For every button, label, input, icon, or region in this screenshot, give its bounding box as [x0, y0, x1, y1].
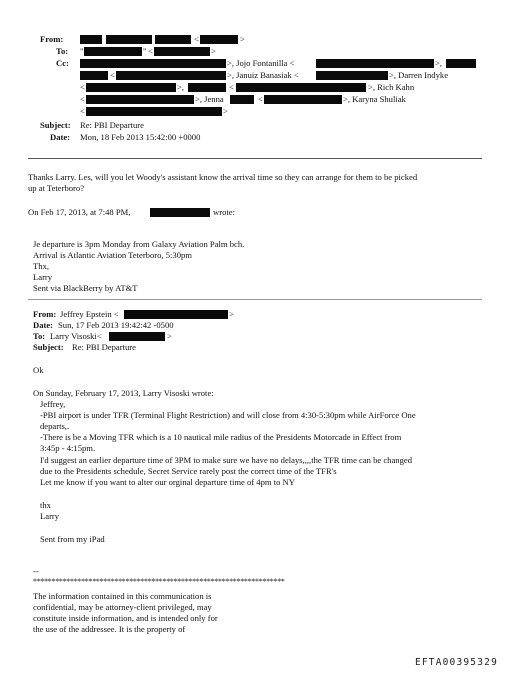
redaction: [124, 310, 228, 319]
to-label: To:: [56, 46, 69, 56]
redaction: [86, 83, 176, 92]
body-line: Thanks Larry. Les, will you let Woody's assistant know the arrival time so they can arrange for them to be picked: [28, 172, 418, 182]
redaction: [200, 35, 238, 44]
redaction: [236, 83, 366, 92]
fwd-subject-label: Subject:: [33, 342, 64, 352]
date-label: Date:: [50, 132, 71, 142]
cc-rich: >, Rich Kahn: [368, 82, 415, 92]
to-lt: <: [148, 46, 153, 56]
disclaimer-line: constitute inside information, and is intended only for: [33, 613, 218, 623]
redaction: [264, 95, 342, 104]
redaction: [154, 47, 210, 56]
redaction: [84, 47, 142, 56]
disclaimer-line: the use of the addressee. It is the property of: [33, 624, 186, 634]
date-value: Mon, 18 Feb 2013 15:42:00 +0000: [80, 132, 201, 142]
from-gt: >: [240, 34, 245, 44]
sig-dashes: --: [33, 566, 39, 576]
quoted-line: Larry: [33, 272, 53, 282]
cc-jojo: >, Jojo Fontanilla <: [227, 58, 295, 68]
cc-lt-4: <: [80, 94, 85, 104]
to-gt: >: [211, 46, 216, 56]
nested-line: Let me know if you want to alter our orginal departure time of 4pm to NY: [40, 477, 295, 487]
reply-ok: Ok: [33, 365, 44, 375]
nested-thx: thx: [40, 500, 51, 510]
quote-divider: [28, 299, 482, 300]
quoted-line: Thx,: [33, 261, 49, 271]
nested-line: departs,.: [40, 421, 70, 431]
cc-lt-3: <: [229, 82, 234, 92]
cc-darren: >, Darren Indyke: [389, 70, 449, 80]
nested-line: -There is be a Moving TFR which is a 10 nautical mile radius of the Presidents Motorcade in Effect from: [40, 432, 402, 442]
redaction: [188, 83, 226, 92]
cc-karyna: >, Karyna Shuliak: [343, 94, 406, 104]
cc-jenna: >, Jenna: [195, 94, 224, 104]
redaction: [230, 95, 254, 104]
redaction: [446, 59, 476, 68]
cc-comma: >,: [435, 58, 442, 68]
redaction: [80, 35, 102, 44]
nested-line: Jeffrey,: [40, 399, 66, 409]
to-quote: ": [80, 46, 84, 56]
nested-line: 3:45p - 4:15pm.: [40, 443, 96, 453]
fwd-to-label: To:: [33, 331, 46, 341]
cc-lt: <: [110, 70, 115, 80]
disclaimer-line: The information contained in this communication is: [33, 591, 212, 601]
redaction: [316, 71, 388, 80]
nested-line: -PBI airport is under TFR (Terminal Flight Restriction) and will close from 4:30-5:30pm while AirForce One: [40, 410, 416, 420]
redaction: [86, 107, 222, 116]
cc-gt: >: [223, 106, 228, 116]
redaction: [86, 95, 194, 104]
quoted-line: Je departure is 3pm Monday from Galaxy Aviation Palm bch.: [33, 239, 245, 249]
sig-stars: ********************************************************************: [33, 577, 285, 586]
cc-lt-5: <: [258, 94, 263, 104]
fwd-date-value: Sun, 17 Feb 2013 19:42:42 -0500: [58, 320, 174, 330]
nested-larry: Larry: [40, 511, 60, 521]
bates-stamp: EFTA00395329: [414, 657, 498, 668]
cc-label: Cc:: [56, 58, 69, 68]
body-line: up at Teterboro?: [28, 183, 85, 193]
subject-label: Subject:: [40, 120, 71, 130]
fwd-date-label: Date:: [33, 320, 54, 330]
redaction: [106, 35, 152, 44]
fwd-to-gt: >: [167, 331, 172, 341]
subject-value: Re: PBI Departure: [80, 120, 144, 130]
to-quote-2: ": [143, 46, 147, 56]
on-feb17-line: On Feb 17, 2013, at 7:48 PM,: [28, 207, 131, 217]
from-label: From:: [40, 34, 64, 44]
cc-comma-2: >,: [177, 82, 184, 92]
quoted-line: Arrival is Atlantic Aviation Teterboro, 5:30pm: [33, 250, 192, 260]
redaction: [116, 71, 226, 80]
from-lt: <: [194, 34, 199, 44]
redaction: [80, 59, 226, 68]
nested-ipad: Sent from my iPad: [40, 534, 105, 544]
redaction: [155, 35, 191, 44]
fwd-to-value: Larry Visoski<: [50, 331, 102, 341]
fwd-from-value: Jeffrey Epstein <: [60, 309, 119, 319]
redaction: [316, 59, 434, 68]
fwd-from-label: From:: [33, 309, 57, 319]
redaction: [150, 208, 210, 217]
on-sunday-line: On Sunday, February 17, 2013, Larry Visoski wrote:: [33, 388, 214, 398]
cc-janiuz: >, Januiz Banasiak <: [227, 70, 299, 80]
cc-lt-6: <: [80, 106, 85, 116]
fwd-subject-value: Re: PBI Departure: [72, 342, 136, 352]
redaction: [80, 71, 108, 80]
on-feb17-wrote: wrote:: [213, 207, 235, 217]
quoted-line: Sent via BlackBerry by AT&T: [33, 283, 138, 293]
disclaimer-line: confidential, may be attorney-client privileged, may: [33, 602, 212, 612]
cc-lt-2: <: [80, 82, 85, 92]
nested-line: I'd suggest an earlier departure time of 3PM to make sure we have no delays,,,,the TFR time can be changed: [40, 455, 412, 465]
nested-line: due to the Presidents schedule, Secret Service rarely post the correct time of the TFR's: [40, 466, 337, 476]
header-divider: [28, 158, 482, 159]
redaction: [109, 332, 165, 341]
fwd-from-gt: >: [229, 309, 234, 319]
